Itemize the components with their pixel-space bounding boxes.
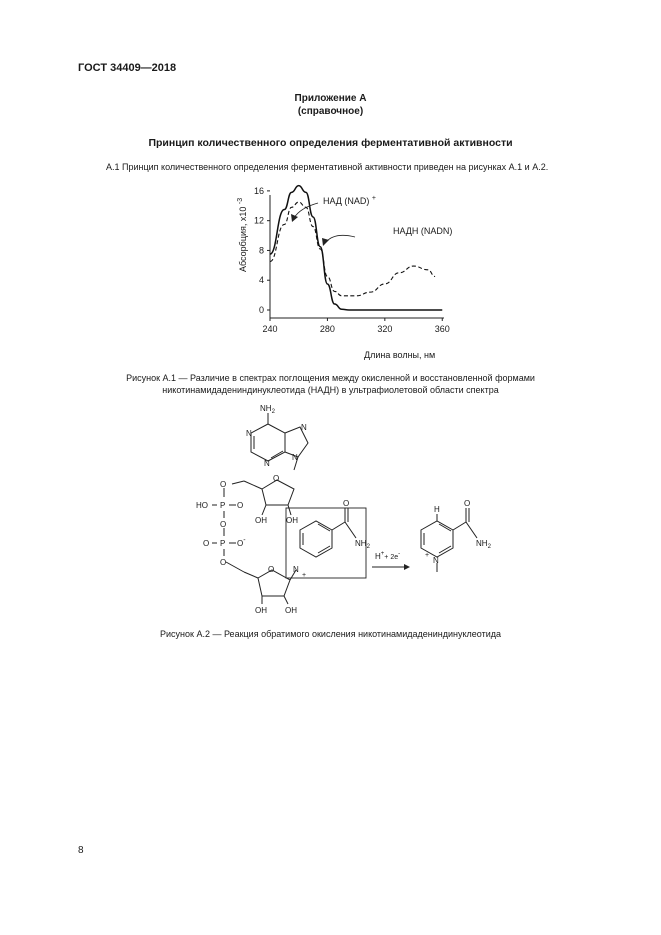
document-code: ГОСТ 34409—2018 — [78, 62, 177, 74]
nicotinamide-n: N — [293, 565, 299, 574]
adenine-n1: N — [246, 429, 252, 438]
x-axis-label: Длина волны, нм — [364, 350, 436, 360]
lower-ribose-oh1: OH — [255, 606, 267, 615]
phosphate-p2: P — [220, 539, 226, 548]
phosphate-bridge-o: O — [220, 520, 227, 529]
page-number: 8 — [78, 845, 84, 856]
x-tick-label: 280 — [319, 324, 335, 334]
y-axis-label-text: Абсорбция, x10 — [238, 206, 248, 272]
nad-label-text: НАД (NAD) — [323, 196, 370, 206]
appendix-title-line: Приложение А — [294, 93, 367, 104]
y-axis-label-sup: -3 — [237, 197, 244, 205]
phosphate-ho: HO — [196, 501, 208, 510]
reagent-label: H++ 2e- — [375, 551, 401, 561]
nadh-label: НАДН (NADN) — [393, 226, 453, 236]
phosphate-o1: O — [220, 480, 227, 489]
product-amide-nh2: $NH_2$ — [476, 539, 491, 550]
y-tick-label: 4 — [258, 275, 264, 286]
figure1-caption-line2: никотинамидадениндинуклеотида (НАДН) в ультрафиолетовой области спектра — [162, 385, 499, 395]
y-tick-label: 0 — [258, 305, 264, 315]
appendix-subtitle-line: (справочное) — [297, 106, 364, 117]
y-tick-label: 8 — [258, 245, 264, 256]
adenine-nh2: $NH_2$ — [260, 404, 275, 415]
product-h: H — [434, 505, 440, 514]
phosphate-o3: O — [203, 539, 210, 548]
adenine-pyrimidine-ring — [251, 424, 285, 461]
upper-ribose-ring — [262, 480, 294, 505]
y-tick-label: 12 — [253, 215, 264, 226]
amide-o: O — [343, 499, 350, 508]
nicotinamide-ring — [300, 521, 332, 557]
adenine-n7: N — [301, 423, 307, 432]
section-title: Принцип количественного определения ферментативной активности — [148, 137, 513, 149]
upper-ribose-oh1: OH — [255, 516, 267, 525]
lower-ribose-o: O — [268, 565, 275, 574]
phosphate-o2: O — [237, 501, 244, 510]
amide-nh2: $NH_2$ — [355, 539, 370, 550]
upper-ribose-oh2: OH — [286, 516, 298, 525]
lower-ribose-oh2: OH — [285, 606, 297, 615]
x-tick-label: 240 — [262, 324, 278, 334]
figure2-caption: Рисунок А.2 — Реакция обратимого окисления никотинамидадениндинуклеотида — [160, 629, 501, 639]
phosphate-p1: P — [220, 501, 226, 510]
reaction-arrowhead — [404, 564, 410, 570]
phosphate-o-minus: O- — [237, 537, 246, 548]
upper-ribose-o: O — [273, 474, 280, 483]
product-n: N — [433, 556, 439, 565]
nicotinamide-plus: + — [302, 572, 307, 579]
paragraph-a1: А.1 Принцип количественного определения ферментативной активности приведен на рисунках А.1 и А.2. — [106, 162, 549, 172]
adenine-n9: N — [292, 453, 298, 462]
phosphate-o4: O — [220, 558, 227, 567]
adenine-n3: N — [264, 459, 270, 468]
x-tick-label: 360 — [434, 324, 450, 334]
y-tick-label: 16 — [253, 185, 264, 196]
product-amide-o: O — [464, 499, 471, 508]
nad-label-sup: + — [371, 195, 377, 202]
product-plus: + — [425, 552, 430, 559]
figure1-caption-line1: Рисунок А.1 — Различие в спектрах поглощения между окисленной и восстановленной формами — [126, 373, 535, 383]
x-tick-label: 320 — [377, 324, 393, 334]
